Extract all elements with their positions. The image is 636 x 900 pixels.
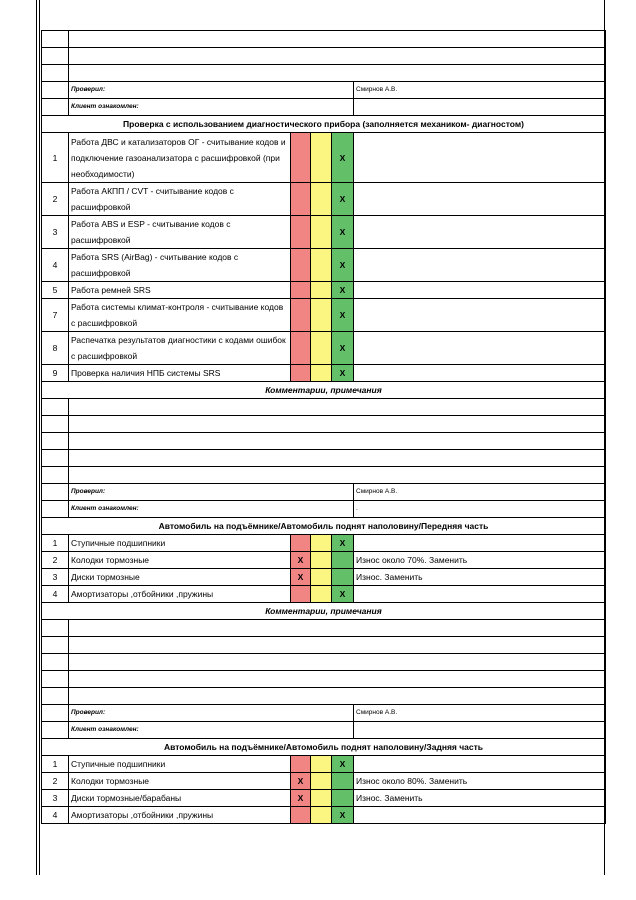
blank-cell	[69, 671, 606, 688]
status-yellow-mark	[311, 569, 332, 586]
item-row	[42, 216, 606, 249]
item-name: Колодки тормозные	[69, 773, 291, 790]
status-yellow-mark	[311, 586, 332, 603]
client-label: Клиент ознакомлен:	[69, 501, 354, 518]
item-name: Ступичные подшипники	[69, 756, 291, 773]
status-red-mark: X	[291, 552, 311, 569]
item-name: Колодки тормозные	[69, 552, 291, 569]
client-value	[354, 99, 606, 116]
item-note	[354, 216, 606, 249]
blank-row	[42, 433, 606, 450]
item-note	[354, 756, 606, 773]
status-green-mark: X	[332, 756, 354, 773]
item-row	[42, 773, 606, 790]
item-note: Износ около 80%. Заменить	[354, 773, 606, 790]
status-green-mark: X	[332, 332, 354, 365]
front-section-title-cell: Автомобиль на подъёмнике/Автомобиль поднят наполовину/Передняя часть	[42, 518, 606, 535]
status-green-mark: X	[332, 807, 354, 824]
blank-row	[42, 688, 606, 705]
item-note	[354, 299, 606, 332]
item-row	[42, 183, 606, 216]
rear-section-title	[42, 739, 606, 756]
num-cell	[42, 82, 69, 99]
checked-label: Проверил:	[69, 705, 354, 722]
status-yellow-mark	[311, 756, 332, 773]
item-row	[42, 569, 606, 586]
status-yellow-mark	[311, 365, 332, 382]
status-yellow-mark	[311, 282, 332, 299]
item-row	[42, 133, 606, 183]
num-cell	[42, 654, 69, 671]
status-green-mark	[332, 790, 354, 807]
item-row	[42, 365, 606, 382]
num-cell	[42, 48, 69, 65]
status-red-mark	[291, 535, 311, 552]
item-name: Работа SRS (AirBag) - считывание кодов с расшифровкой	[69, 249, 291, 282]
status-red-mark	[291, 183, 311, 216]
item-note: Износ около 70%. Заменить	[354, 552, 606, 569]
rear-section-title-cell: Автомобиль на подъёмнике/Автомобиль поднят наполовину/Задняя часть	[42, 739, 606, 756]
blank-cell	[69, 48, 606, 65]
status-yellow-mark	[311, 216, 332, 249]
item-note	[354, 282, 606, 299]
item-number: 7	[42, 299, 69, 332]
item-note	[354, 586, 606, 603]
blank-row	[42, 65, 606, 82]
item-note	[354, 249, 606, 282]
status-red-mark: X	[291, 569, 311, 586]
status-yellow-mark	[311, 332, 332, 365]
blank-cell	[69, 31, 606, 48]
status-red-mark	[291, 807, 311, 824]
status-red-mark	[291, 586, 311, 603]
num-cell	[42, 433, 69, 450]
num-cell	[42, 416, 69, 433]
item-note	[354, 332, 606, 365]
blank-row	[42, 31, 606, 48]
item-number: 1	[42, 756, 69, 773]
blank-cell	[69, 416, 606, 433]
item-row	[42, 282, 606, 299]
item-name: Амортизаторы ,отбойники ,пружины	[69, 807, 291, 824]
item-number: 3	[42, 569, 69, 586]
status-yellow-mark	[311, 133, 332, 183]
status-red-mark	[291, 216, 311, 249]
status-yellow-mark	[311, 249, 332, 282]
blank-cell	[69, 688, 606, 705]
item-row	[42, 586, 606, 603]
item-row	[42, 535, 606, 552]
item-row	[42, 332, 606, 365]
item-note	[354, 365, 606, 382]
page-border-left-inner	[39, 0, 40, 875]
item-name: Работа ABS и ESP - считывание кодов с расшифровкой	[69, 216, 291, 249]
item-name: Проверка наличия НПБ системы SRS	[69, 365, 291, 382]
checked-row	[42, 705, 606, 722]
checked-value: Смирнов А.В.	[354, 82, 606, 99]
num-cell	[42, 399, 69, 416]
item-name: Работа ДВС и катализаторов ОГ - считывание кодов и подключение газоанализатора с расшифровкой (при необходимости)	[69, 133, 291, 183]
inspection-sheet	[41, 30, 606, 824]
blank-row	[42, 48, 606, 65]
status-green-mark: X	[332, 535, 354, 552]
page-border-left-outer	[36, 0, 37, 875]
status-red-mark	[291, 249, 311, 282]
status-yellow-mark	[311, 807, 332, 824]
status-green-mark: X	[332, 133, 354, 183]
status-green-mark: X	[332, 282, 354, 299]
num-cell	[42, 688, 69, 705]
item-note	[354, 133, 606, 183]
checked-row	[42, 484, 606, 501]
status-green-mark: X	[332, 299, 354, 332]
client-value: .	[354, 501, 606, 518]
blank-row	[42, 450, 606, 467]
item-note	[354, 807, 606, 824]
item-number: 1	[42, 133, 69, 183]
diagnostic-comments-title	[42, 382, 606, 399]
num-cell	[42, 65, 69, 82]
status-green-mark: X	[332, 365, 354, 382]
item-row	[42, 552, 606, 569]
blank-cell	[69, 65, 606, 82]
status-red-mark	[291, 133, 311, 183]
item-number: 2	[42, 552, 69, 569]
status-green-mark: X	[332, 586, 354, 603]
status-yellow-mark	[311, 535, 332, 552]
item-row	[42, 299, 606, 332]
item-row	[42, 756, 606, 773]
checked-label: Проверил:	[69, 82, 354, 99]
status-yellow-mark	[311, 299, 332, 332]
status-green-mark	[332, 569, 354, 586]
front-section-title	[42, 518, 606, 535]
blank-row	[42, 467, 606, 484]
num-cell	[42, 31, 69, 48]
client-value	[354, 722, 606, 739]
blank-row	[42, 671, 606, 688]
client-row	[42, 501, 606, 518]
status-yellow-mark	[311, 773, 332, 790]
status-yellow-mark	[311, 552, 332, 569]
status-red-mark	[291, 365, 311, 382]
item-number: 5	[42, 282, 69, 299]
item-name: Работа ремней SRS	[69, 282, 291, 299]
status-red-mark	[291, 756, 311, 773]
checked-row	[42, 82, 606, 99]
blank-cell	[69, 433, 606, 450]
blank-cell	[69, 637, 606, 654]
blank-cell	[69, 399, 606, 416]
item-number: 1	[42, 535, 69, 552]
status-green-mark: X	[332, 216, 354, 249]
num-cell	[42, 671, 69, 688]
checked-value: Смирнов А.В.	[354, 484, 606, 501]
num-cell	[42, 705, 69, 722]
item-note: Износ. Заменить	[354, 790, 606, 807]
client-label: Клиент ознакомлен:	[69, 99, 354, 116]
blank-row	[42, 416, 606, 433]
status-red-mark	[291, 299, 311, 332]
blank-cell	[69, 654, 606, 671]
blank-row	[42, 637, 606, 654]
item-name: Работа системы климат-контроля - считывание кодов с расшифровкой	[69, 299, 291, 332]
item-name: Амортизаторы ,отбойники ,пружины	[69, 586, 291, 603]
item-name: Работа АКПП / CVT - считывание кодов с расшифровкой	[69, 183, 291, 216]
status-yellow-mark	[311, 183, 332, 216]
status-yellow-mark	[311, 790, 332, 807]
diagnostic-section-title-cell: Проверка с использованием диагностического прибора (заполняется механиком- диагностом)	[42, 116, 606, 133]
num-cell	[42, 620, 69, 637]
blank-row	[42, 620, 606, 637]
item-note	[354, 183, 606, 216]
item-row	[42, 790, 606, 807]
client-row	[42, 99, 606, 116]
front-comments-title-cell: Комментарии, примечания	[42, 603, 606, 620]
blank-cell	[69, 450, 606, 467]
item-name: Распечатка результатов диагностики с кодами ошибок с расшифровкой	[69, 332, 291, 365]
item-note: Износ. Заменить	[354, 569, 606, 586]
status-red-mark	[291, 282, 311, 299]
status-red-mark: X	[291, 790, 311, 807]
blank-cell	[69, 467, 606, 484]
status-red-mark: X	[291, 773, 311, 790]
client-label: Клиент ознакомлен:	[69, 722, 354, 739]
blank-row	[42, 399, 606, 416]
item-number: 2	[42, 183, 69, 216]
status-green-mark	[332, 552, 354, 569]
checked-label: Проверил:	[69, 484, 354, 501]
num-cell	[42, 637, 69, 654]
item-name: Диски тормозные	[69, 569, 291, 586]
item-number: 3	[42, 216, 69, 249]
blank-row	[42, 654, 606, 671]
front-comments-title	[42, 603, 606, 620]
diagnostic-section-title	[42, 116, 606, 133]
status-green-mark: X	[332, 183, 354, 216]
item-number: 4	[42, 807, 69, 824]
item-number: 4	[42, 249, 69, 282]
client-row	[42, 722, 606, 739]
num-cell	[42, 501, 69, 518]
item-row	[42, 807, 606, 824]
item-name: Диски тормозные/барабаны	[69, 790, 291, 807]
num-cell	[42, 722, 69, 739]
item-note	[354, 535, 606, 552]
item-name: Ступичные подшипники	[69, 535, 291, 552]
status-green-mark	[332, 773, 354, 790]
item-number: 2	[42, 773, 69, 790]
item-number: 3	[42, 790, 69, 807]
item-row	[42, 249, 606, 282]
num-cell	[42, 467, 69, 484]
diagnostic-comments-title-cell: Комментарии, примечания	[42, 382, 606, 399]
blank-cell	[69, 620, 606, 637]
item-number: 8	[42, 332, 69, 365]
item-number: 4	[42, 586, 69, 603]
status-red-mark	[291, 332, 311, 365]
num-cell	[42, 484, 69, 501]
checked-value: Смирнов А.В.	[354, 705, 606, 722]
num-cell	[42, 450, 69, 467]
item-number: 9	[42, 365, 69, 382]
status-green-mark: X	[332, 249, 354, 282]
num-cell	[42, 99, 69, 116]
